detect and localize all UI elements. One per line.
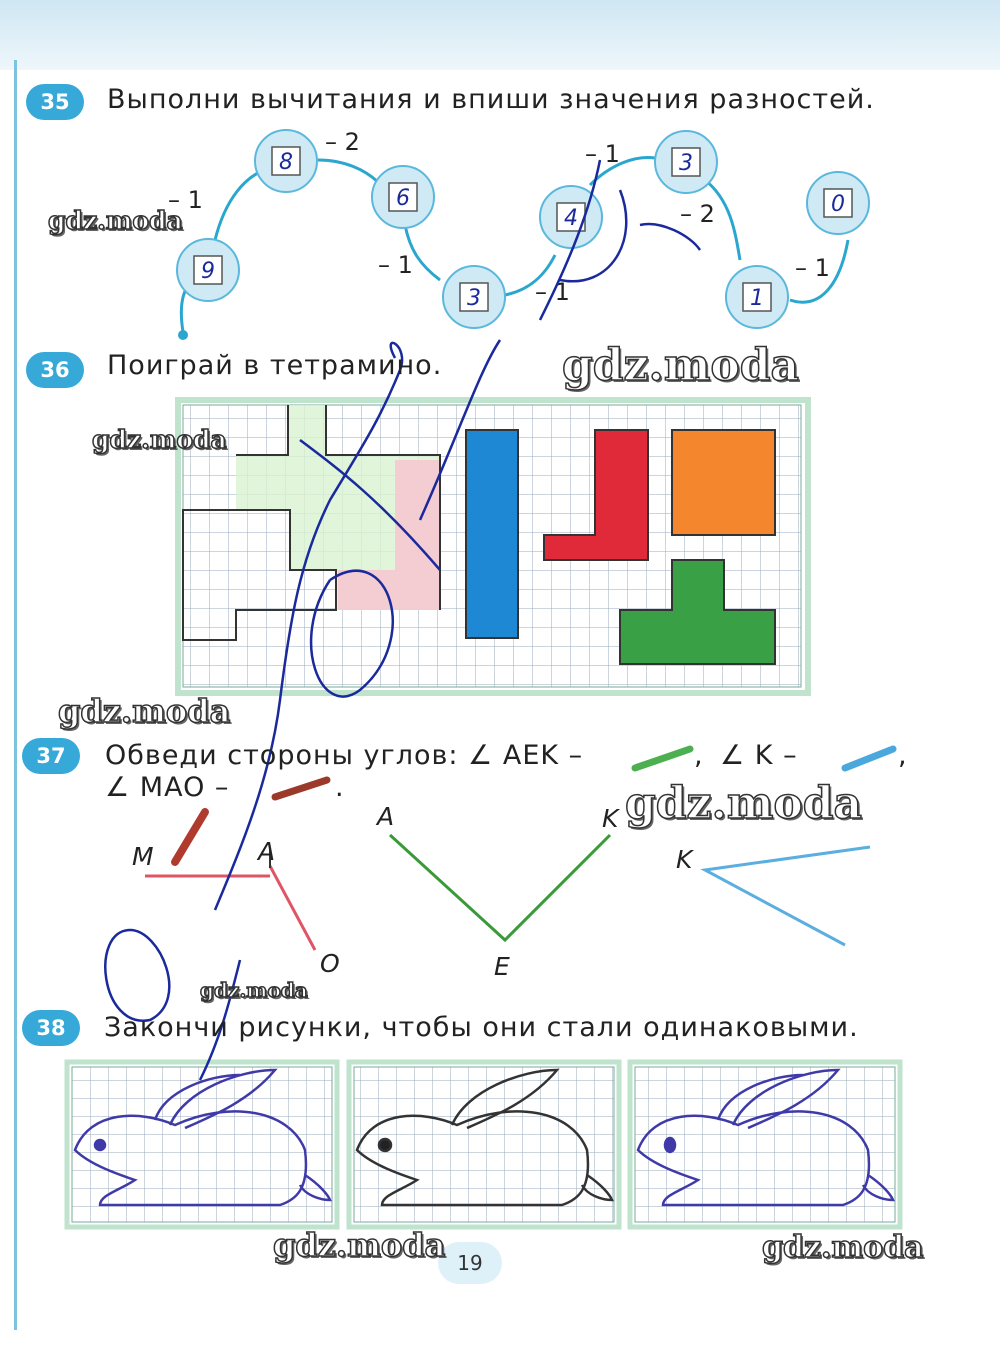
task-37-text-line2: ∠ MAO –: [105, 772, 230, 803]
chain-node-value: 3: [467, 286, 481, 311]
point-label: A: [377, 802, 395, 831]
chain-node-value: 6: [396, 186, 410, 211]
page-number: 19: [438, 1242, 502, 1284]
point-label: M: [132, 842, 154, 871]
brown-pencil-icon: [275, 780, 327, 797]
task-37-angle-k: ∠ K –: [720, 740, 798, 771]
blue-i-piece: [466, 430, 518, 638]
green-pencil-icon: [635, 749, 690, 768]
point-label: O: [320, 949, 340, 978]
tetramino-board: [178, 400, 808, 693]
task-36-text: Поиграй в тетрамино.: [107, 350, 443, 381]
angle-mao: [132, 812, 340, 978]
task-38-text: Закончи рисунки, чтобы они стали одинаковыми.: [104, 1012, 859, 1043]
task-37-separator: ,: [694, 740, 704, 771]
chain-node-value: 0: [831, 192, 845, 217]
chain-node-value: 1: [750, 286, 764, 311]
orange-square-piece: [672, 430, 775, 535]
watermark: gdz.moda: [762, 1230, 924, 1265]
task-37-end: .: [335, 772, 345, 803]
point-label: K: [602, 804, 619, 833]
point-label: E: [494, 952, 510, 981]
angle-k: [676, 845, 870, 945]
point-label: K: [676, 845, 693, 874]
chain-step-label: – 1: [795, 254, 830, 282]
chain-start-dot: [178, 330, 188, 340]
task-number-badge: 37: [22, 738, 80, 774]
task-number-badge: 36: [26, 352, 84, 388]
task-number-badge: 38: [22, 1010, 80, 1046]
angle-aek: [375, 802, 621, 981]
chain-node-value: 3: [679, 151, 693, 176]
chain-node-value: 4: [564, 206, 578, 231]
task-number-badge: 35: [26, 84, 84, 120]
chain-step-label: – 2: [325, 128, 360, 156]
task-37-text: Обведи стороны углов: ∠ AEK –: [105, 740, 584, 771]
chain-node-value: 8: [279, 150, 293, 175]
watermark: gdz.moda: [48, 206, 183, 235]
chain-step-label: – 1: [168, 186, 203, 214]
watermark: gdz.moda: [273, 1226, 446, 1264]
blue-pencil-icon: [845, 749, 893, 768]
watermark: gdz.moda: [200, 978, 308, 1002]
task-37-separator: ,: [898, 740, 908, 771]
point-label: A: [258, 837, 276, 866]
chain-step-label: – 1: [378, 251, 413, 279]
watermark: gdz.moda: [92, 425, 227, 454]
chain-step-label: – 1: [535, 278, 570, 306]
chain-step-label: – 1: [585, 140, 620, 168]
watermark: gdz.moda: [58, 692, 231, 730]
watermark: gdz.moda: [625, 778, 863, 829]
task-35-text: Выполни вычитания и впиши значения разностей.: [107, 84, 875, 115]
watermark: gdz.moda: [562, 340, 800, 391]
chain-step-label: – 2: [680, 200, 715, 228]
chain-node-value: 9: [201, 259, 215, 284]
